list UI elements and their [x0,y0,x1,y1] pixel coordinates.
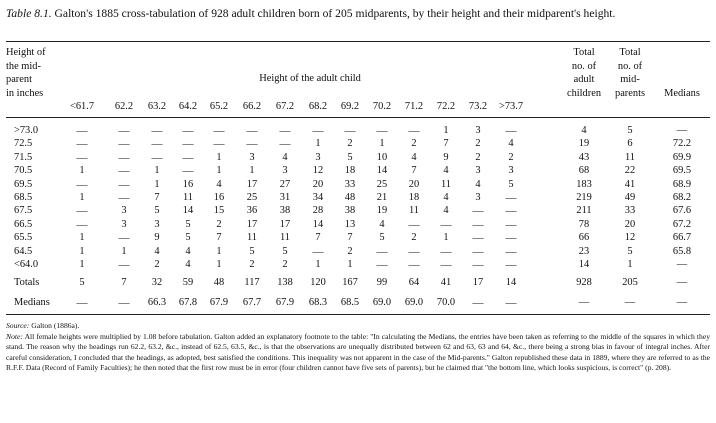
table-row-label: >73.0 [14,125,39,136]
total-children-cell: 211 [576,205,592,217]
table-cell: 4 [411,151,417,163]
table-cell: 66.3 [147,297,167,308]
table-cell: — [118,178,130,191]
medians-header: Medians [664,88,700,99]
total-children-cell: 219 [576,192,592,203]
table-cell: 17 [279,218,291,230]
table-cell: — [505,245,517,258]
child-height-column-header: 64.2 [178,101,198,112]
table-cell: — [312,245,324,258]
table-cell: 2 [475,138,481,150]
table-cell: 48 [213,277,225,288]
table-cell: 1 [79,232,85,244]
medians-row-label: Medians [14,297,50,308]
table-cell: 38 [344,205,356,217]
table-cell: 9 [443,151,449,163]
table-cell: 2 [216,218,222,230]
child-height-column-header: 68.2 [308,101,328,112]
table-cell: 14 [505,277,517,288]
table-cell: — [118,232,130,245]
table-cell: 4 [475,178,481,190]
table-cell: 2 [411,138,417,150]
total-midparents-cell: 11 [624,151,636,163]
table-cell: — [118,151,130,164]
child-height-column-header: 72.2 [436,101,456,112]
table-cell: 2 [154,259,160,270]
total-midparents-cell: 33 [624,205,636,217]
total-midparents-cell: — [624,297,636,308]
table-cell: — [472,297,484,309]
source-label: Source: [6,321,30,330]
table-cell: 11 [408,205,420,217]
table-cell: — [440,218,452,231]
table-cell: — [76,205,88,218]
total-children-cell: 14 [578,259,590,270]
table-cell: 68.3 [308,297,328,308]
total-midparents-cell: 6 [627,138,633,150]
total-children-cell: — [578,297,590,308]
table-cell: — [472,232,484,245]
table-cell: 9 [154,232,160,244]
table-cell: 3 [121,205,127,217]
table-cell: 4 [443,165,449,177]
median-cell: 72.2 [672,138,692,150]
table-cell: 17 [246,178,258,190]
table-cell: 11 [246,232,258,244]
table-cell: 25 [376,178,388,190]
table-cell: — [182,165,194,178]
table-cell: 70.0 [436,297,456,308]
child-height-column-header: <61.7 [69,101,95,112]
table-cell: 7 [216,232,222,244]
total-midparents-cell: 49 [624,192,636,203]
table-cell: — [76,125,88,137]
table-caption [6,6,706,21]
table-cell: — [408,125,420,137]
header-rule [6,117,710,118]
table-cell: 3 [282,165,288,177]
child-height-column-header: 63.2 [147,101,167,112]
table-cell: 1 [216,151,222,163]
row-header-line: parent [6,74,32,85]
table-cell: 7 [121,277,127,288]
table-cell: — [76,297,88,309]
table-cell: 5 [185,218,191,230]
table-cell: 117 [244,277,260,288]
table-row-label: 66.5 [14,218,33,230]
table-cell: — [505,192,517,204]
total-midparents-cell: 12 [624,232,636,244]
table-cell: — [118,297,130,309]
child-height-column-header: 65.2 [209,101,229,112]
table-cell: 5 [508,178,514,190]
table-cell: 4 [185,259,191,270]
table-cell: 1 [315,259,321,270]
table-cell: 64 [408,277,420,288]
table-cell: 1 [216,165,222,177]
table-cell: 14 [376,165,388,177]
table-cell: 28 [312,205,324,217]
table-cell: 3 [315,151,321,163]
table-cell: — [151,138,163,151]
table-cell: 99 [376,277,388,288]
table-cell: 5 [79,277,85,288]
table-row-label: 71.5 [14,151,33,163]
table-cell: 1 [249,165,255,177]
table-cell: 11 [279,232,291,244]
total-children-cell: 68 [578,165,590,177]
table-cell: 34 [312,192,324,203]
total-children-header-line: adult [573,74,595,85]
table-cell: 138 [277,277,293,288]
table-cell: 11 [440,178,452,190]
caption-label: Table 8.1. [6,7,52,20]
total-midparents-cell: 5 [627,125,633,136]
source-text: Galton (1886a). [31,321,80,330]
note-label: Note: [6,332,23,341]
total-children-cell: 23 [578,245,590,257]
table-cell: 67.7 [242,297,262,308]
table-cell: 5 [379,232,385,244]
total-children-cell: 4 [581,125,587,136]
table-row-label: 72.5 [14,138,33,150]
table-cell: 4 [216,178,222,190]
table-cell: — [440,245,452,258]
table-cell: — [505,205,517,218]
table-row-label: 70.5 [14,165,33,177]
median-cell: 69.9 [672,151,692,163]
table-cell: — [182,138,194,151]
table-cell: 10 [376,151,388,163]
table-cell: 14 [182,205,194,217]
bottom-rule [6,314,710,315]
table-cell: 69.0 [404,297,424,308]
table-cell: — [118,259,130,271]
table-cell: 33 [344,178,356,190]
table-cell: 16 [182,178,194,190]
table-cell: — [472,205,484,218]
child-height-column-header: 66.2 [242,101,262,112]
table-cell: 1 [216,245,222,257]
median-cell: — [676,297,688,308]
table-cell: 4 [379,218,385,230]
total-children-header-line: Total [573,47,595,58]
total-children-cell: 78 [578,218,590,230]
total-children-cell: 43 [578,151,590,163]
table-cell: 1 [79,245,85,257]
child-height-column-header: >73.7 [498,101,524,112]
table-cell: — [312,125,324,137]
table-cell: — [505,297,517,309]
total-midparents-cell: 5 [627,245,633,257]
table-cell: — [118,165,130,178]
table-cell: 48 [344,192,356,203]
table-cell: 7 [411,165,417,177]
table-cell: — [505,218,517,231]
source-line [6,321,710,331]
table-cell: 2 [282,259,288,270]
table-cell: 1 [154,178,160,190]
table-cell: 5 [154,205,160,217]
table-cell: 18 [344,165,356,177]
table-cell: 2 [347,138,353,150]
median-cell: — [676,259,688,270]
table-cell: — [118,192,130,204]
child-height-column-header: 71.2 [404,101,424,112]
table-cell: 7 [443,138,449,150]
table-cell: 12 [312,165,324,177]
table-cell: 20 [312,178,324,190]
table-cell: 1 [79,165,85,177]
table-cell: — [246,138,258,151]
table-cell: — [213,138,225,151]
table-cell: — [376,245,388,258]
median-cell: 68.2 [672,192,692,203]
table-cell: 7 [347,232,353,244]
table-cell: 5 [347,151,353,163]
table-row-label: 64.5 [14,245,33,257]
total-midparents-cell: 20 [624,218,636,230]
table-cell: 2 [411,232,417,244]
table-cell: 4 [443,205,449,217]
table-cell: — [472,259,484,271]
table-cell: 7 [154,192,160,203]
table-cell: 7 [315,232,321,244]
table-cell: — [76,218,88,231]
totals-row-label: Totals [14,277,40,288]
table-cell: 1 [315,138,321,150]
total-midparents-cell: 205 [622,277,638,288]
table-cell: 17 [246,218,258,230]
table-cell: 1 [79,259,85,270]
total-midparents-cell: 1 [627,259,633,270]
table-cell: — [76,178,88,191]
table-cell: 32 [151,277,163,288]
table-cell: 13 [344,218,356,230]
table-cell: 5 [282,245,288,257]
table-cell: 68.5 [340,297,360,308]
table-cell: 21 [376,192,388,203]
table-cell: 2 [508,151,514,163]
table-cell: 4 [282,151,288,163]
median-cell: 69.5 [672,165,692,177]
table-cell: — [213,125,225,137]
total-children-cell: 183 [576,178,592,190]
table-cell: — [472,218,484,231]
table-cell: — [440,259,452,271]
table-cell: 3 [475,192,481,203]
table-cell: — [279,125,291,137]
median-cell: 67.6 [672,205,692,217]
table-row-label: 67.5 [14,205,33,217]
table-cell: 11 [182,192,194,203]
median-cell: 66.7 [672,232,692,244]
table-cell: 14 [312,218,324,230]
total-children-cell: 66 [578,232,590,244]
table-cell: 1 [443,232,449,244]
table-cell: — [182,125,194,137]
top-rule [6,41,710,42]
table-cell: 67.8 [178,297,198,308]
table-cell: 15 [213,205,225,217]
table-note [6,332,710,374]
table-cell: 1 [347,259,353,270]
total-midparents-header-line: mid- [620,74,640,85]
table-cell: 18 [408,192,420,203]
table-cell: — [408,218,420,231]
total-midparents-header-line: no. of [617,60,643,72]
child-height-column-header: 69.2 [340,101,360,112]
table-cell: 69.0 [372,297,392,308]
child-height-column-header: 73.2 [468,101,488,112]
table-cell: 25 [246,192,258,203]
table-cell: 4 [508,138,514,150]
table-cell: 5 [249,245,255,257]
table-cell: 4 [185,245,191,257]
total-children-header-line: children [566,87,602,99]
table-cell: — [76,138,88,151]
table-cell: 38 [279,205,291,217]
row-header-line: the mid- [6,60,41,72]
median-cell: — [676,125,688,136]
table-cell: — [76,151,88,164]
table-cell: 4 [443,192,449,203]
table-cell: 20 [408,178,420,190]
table-cell: 3 [121,218,127,230]
total-midparents-cell: 22 [624,165,636,177]
table-cell: 3 [508,165,514,177]
table-cell: 120 [310,277,326,288]
table-cell: 1 [443,125,449,136]
table-cell: — [118,138,130,151]
table-cell: 3 [249,151,255,163]
table-row-label: <64.0 [14,259,39,270]
table-row-label: 69.5 [14,178,33,190]
table-cell: — [376,259,388,271]
table-cell: 41 [440,277,452,288]
table-cell: — [408,245,420,258]
table-row-label: 68.5 [14,192,33,203]
table-cell: 3 [154,218,160,230]
table-cell: 36 [246,205,258,217]
row-header-line: in inches [6,87,44,99]
total-midparents-cell: 41 [624,178,636,190]
row-header-line: Height of [6,47,46,58]
total-children-cell: 928 [576,277,592,288]
table-cell: — [344,125,356,137]
table-cell: 167 [342,277,358,288]
table-cell: 31 [279,192,291,203]
child-height-column-header: 70.2 [372,101,392,112]
table-cell: 3 [475,165,481,177]
caption-text: Galton's 1885 cross-tabulation of 928 adult children born of 205 midparents, by their height and their midparent's height. [54,7,616,20]
table-cell: 2 [347,245,353,257]
table-cell: — [151,151,163,164]
table-cell: 1 [154,165,160,177]
table-cell: 67.9 [275,297,295,308]
median-cell: 68.9 [672,178,692,190]
table-cell: — [182,151,194,164]
child-height-column-header: 62.2 [114,101,134,112]
table-cell: — [246,125,258,137]
table-cell: 27 [279,178,291,190]
table-cell: — [279,138,291,151]
table-cell: 1 [79,192,85,203]
child-height-column-header: 67.2 [275,101,295,112]
median-cell: — [676,277,688,288]
table-cell: — [505,259,517,271]
median-cell: 65.8 [672,245,692,257]
child-height-group-heading: Height of the adult child [259,73,361,84]
table-cell: — [505,125,517,137]
table-cell: — [472,245,484,258]
note-text: All female heights were multiplied by 1.08 before tabulation. Galton added an explanatory footnote to the table: "In calculating the Medians, the entries have been taken as referring to the middle of the squares in which they stand. The reason why the headings run 62.2, 63.2, &c., instead of 62.5, 63.5, &c., is that the observations are unequally distributed between 62 and 63, 63 and 64, &c., there being a strong bias in favour of integral inches. After careful consideration, I concluded that the headings, as adopted, best satisfied the conditions. This inequality was not apparent in the case of the Mid-parents." Galton republished these data in 1889, where they are referred to as the R.F.F. Data (Record of Family Faculties); he then noted that the first row must be in error (four children cannot have five sets of parents), but he claimed that "the bottom line, which looks suspicious, is correct" (p. 208). [6,332,710,373]
table-cell: 67.9 [209,297,229,308]
table-cell: 1 [379,138,385,150]
table-cell: — [118,125,130,137]
table-cell: 2 [249,259,255,270]
total-midparents-header-line: parents [614,87,646,99]
median-cell: 67.2 [672,218,692,230]
table-cell: 4 [154,245,160,257]
table-cell: — [408,259,420,271]
table-cell: 2 [475,151,481,163]
table-cell: 17 [472,277,484,288]
table-cell: — [505,232,517,245]
table-cell: 1 [216,259,222,270]
total-midparents-header-line: Total [619,47,641,58]
table-cell: 59 [182,277,194,288]
table-cell: 1 [121,245,127,257]
table-cell: 5 [185,232,191,244]
table-cell: 16 [213,192,225,203]
table-cell: 3 [475,125,481,136]
table-cell: — [151,125,163,137]
table-row-label: 65.5 [14,232,33,244]
table-cell: — [376,125,388,137]
total-children-cell: 19 [578,138,590,150]
total-children-header-line: no. of [571,60,597,72]
table-cell: 19 [376,205,388,217]
